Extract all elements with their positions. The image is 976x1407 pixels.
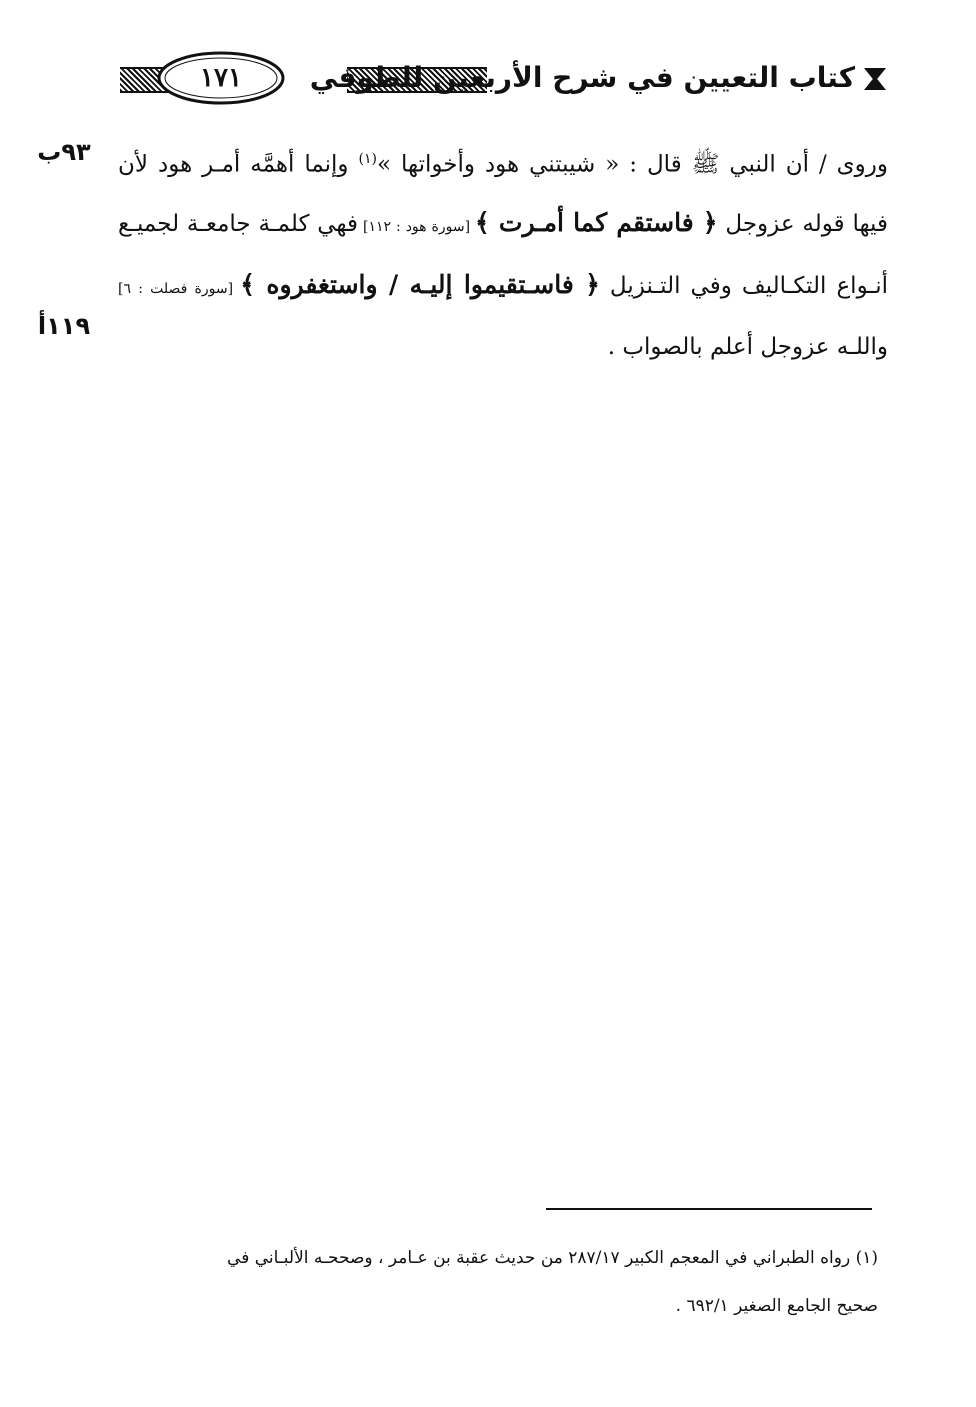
text-segment: واللـه عزوجل أعلم بالصواب . xyxy=(607,333,888,360)
book-title: كتاب التعيين في شرح الأربعين للطوفي xyxy=(309,61,855,94)
page-number: ١٧١ xyxy=(200,63,242,93)
page-header xyxy=(112,44,892,114)
quran-quote: ﴿ فاستقم كما أمـرت ﴾ xyxy=(475,207,718,237)
quran-quote: ﴿ فاسـتقيموا إليـه / واستغفروه ﴾ xyxy=(240,269,600,299)
surah-reference: [سورة فصلت : ٦] xyxy=(118,280,241,297)
text-segment: وإنما أهمَّه أمـر هود لأن فيها قوله عزوجل xyxy=(118,151,888,237)
footnote-marker: (١) xyxy=(358,151,377,167)
margin-note-folio-119a: ١١٩أ xyxy=(37,312,91,340)
footnote-line: صحيح الجامع الصغير ٦٩٢/١ . xyxy=(675,1296,878,1316)
footnote xyxy=(108,1234,878,1330)
text-segment: وروى / أن النبي ﷺ قال : « شيبتني هود وأخواتها » xyxy=(376,151,888,178)
footnote-divider xyxy=(546,1208,872,1210)
margin-note-folio-93b: ٩٣ب xyxy=(37,138,91,166)
footnote-line: (١) رواه الطبراني في المعجم الكبير ٢٨٧/١٧ من حديث عقبة بن عـامر ، وصححـه الألبـاني في xyxy=(227,1248,878,1268)
surah-reference: [سورة هود : ١١٢] xyxy=(358,218,476,235)
corner-ornament-icon xyxy=(864,68,886,90)
main-text xyxy=(118,130,888,376)
text-segment: فهي كلمـة جامعـة لجميـع أنـواع التكـاليف وفي التـنزيل xyxy=(118,210,888,299)
main-paragraph xyxy=(118,130,888,376)
